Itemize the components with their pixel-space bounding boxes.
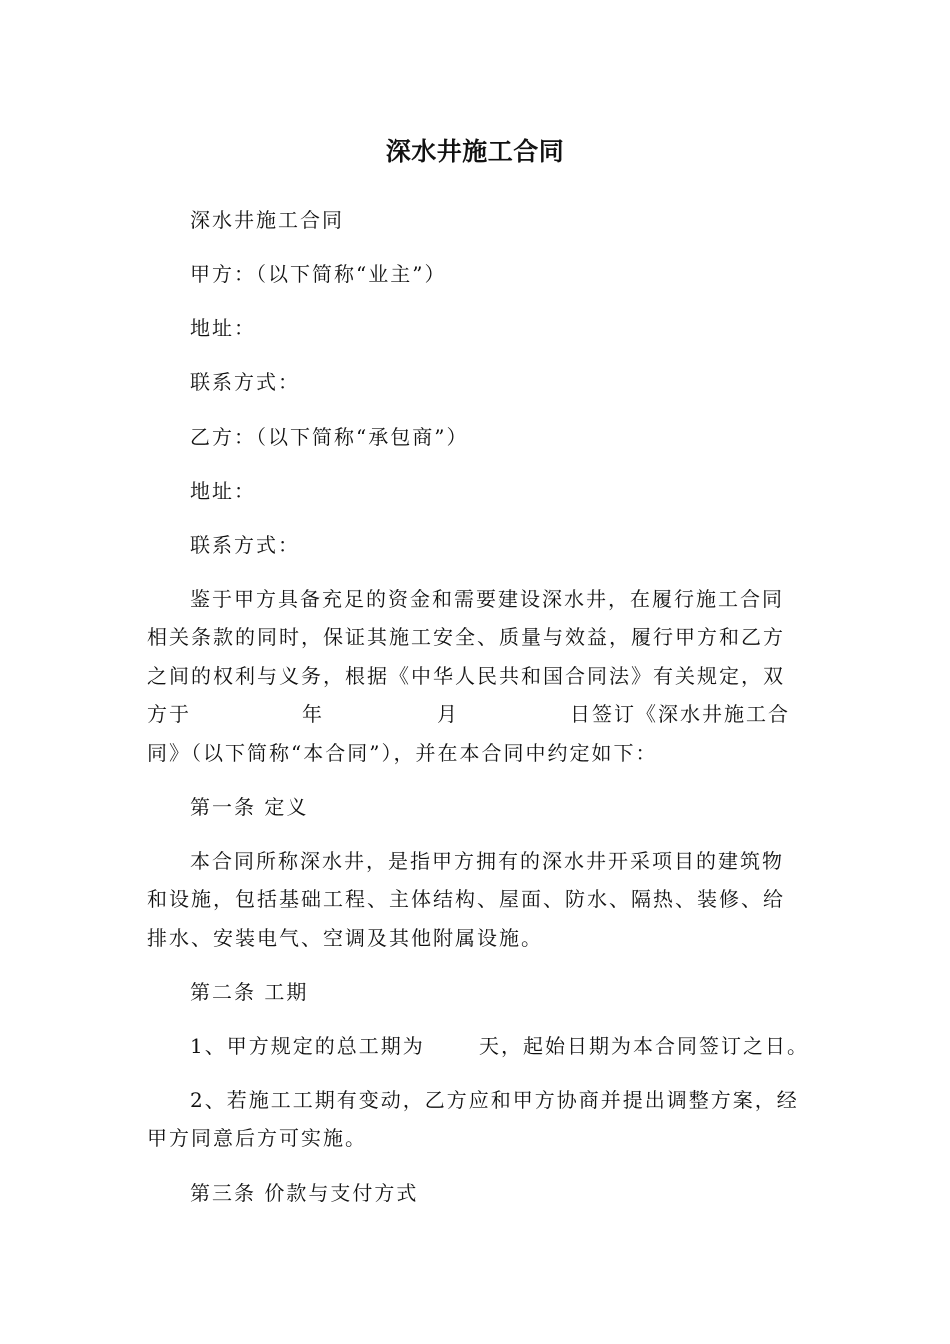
party-b-label: 乙方：	[190, 425, 256, 449]
preamble-line-3: 之间的权利与义务，根据《中华人民共和国合同法》有关规定，双	[147, 664, 785, 688]
preamble-line-5: 同》（以下简称“本合同”），并在本合同中约定如下：	[147, 741, 658, 765]
party-b-address-label: 地址：	[190, 479, 256, 503]
preamble-day-label: 日签订《深水井施工合	[570, 702, 790, 726]
article-1-line-1: 本合同所称深水井，是指甲方拥有的深水井开采项目的建筑物	[190, 849, 784, 873]
preamble-year-label: 年	[302, 702, 324, 726]
party-b-note: （以下简称“承包商”）	[256, 425, 469, 449]
article-3-heading: 第三条 价款与支付方式	[190, 1181, 419, 1205]
article-2-heading: 第二条 工期	[190, 980, 309, 1004]
preamble-month-label: 月	[437, 702, 459, 726]
party-a-note: （以下简称“业主”）	[256, 262, 447, 286]
article-1-line-2: 和设施，包括基础工程、主体结构、屋面、防水、隔热、装修、给	[147, 887, 785, 911]
preamble-date-prefix: 方于	[147, 702, 191, 726]
preamble-line-1: 鉴于甲方具备充足的资金和需要建设深水井，在履行施工合同	[190, 587, 784, 611]
party-b-line	[190, 418, 468, 456]
party-a-line	[190, 255, 446, 293]
party-a-address-label: 地址：	[190, 316, 256, 340]
party-a-label: 甲方：	[190, 262, 256, 286]
preamble-line-2: 相关条款的同时，保证其施工安全、质量与效益，履行甲方和乙方	[147, 625, 785, 649]
contract-subtitle: 深水井施工合同	[190, 208, 344, 232]
article-2-item-2-line-1: 2、若施工工期有变动，乙方应和甲方协商并提出调整方案，经	[190, 1088, 799, 1112]
article-2-item-1-suffix: 天，起始日期为本合同签订之日。	[479, 1034, 809, 1058]
article-2-item-2-line-2: 甲方同意后方可实施。	[147, 1126, 367, 1150]
party-b-contact-label: 联系方式：	[190, 533, 300, 557]
article-1-line-3: 排水、安装电气、空调及其他附属设施。	[147, 926, 543, 950]
article-2-item-1-prefix: 1、甲方规定的总工期为	[190, 1034, 425, 1058]
document-title: 深水井施工合同	[385, 137, 565, 166]
party-a-contact-label: 联系方式：	[190, 370, 300, 394]
article-1-heading: 第一条 定义	[190, 795, 309, 819]
